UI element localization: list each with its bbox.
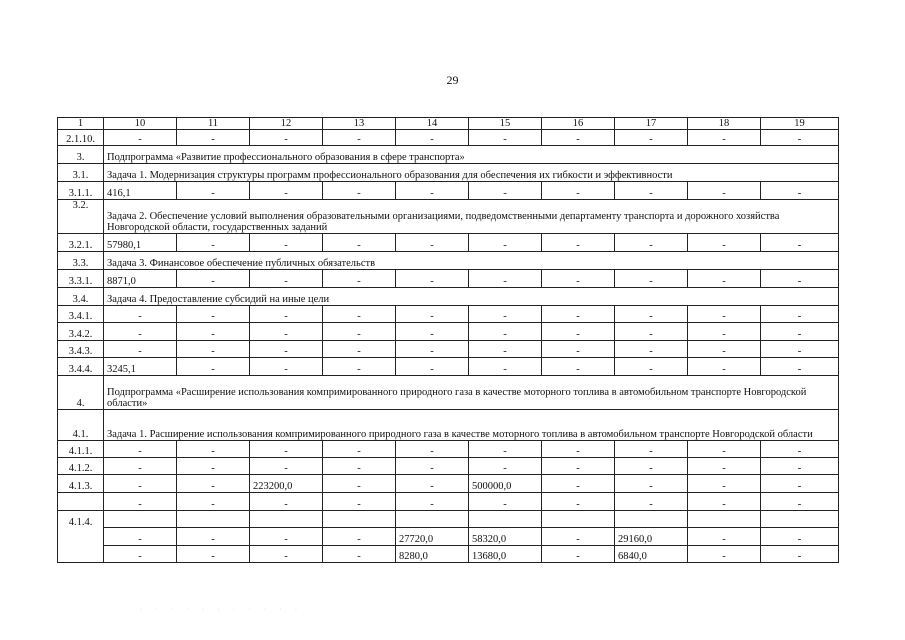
table-cell: - — [396, 441, 469, 458]
row-code — [58, 546, 104, 563]
table-cell: - — [542, 458, 615, 475]
table-cell: - — [177, 182, 250, 200]
table-cell: - — [177, 528, 250, 546]
column-header: 18 — [688, 118, 761, 130]
table-cell: - — [250, 323, 323, 341]
table-row — [58, 493, 839, 511]
table-row — [58, 130, 839, 146]
table-cell: - — [177, 130, 250, 146]
table-cell: - — [396, 475, 469, 493]
section-title: Задача 1. Модернизация структуры программ профессионального образования для обеспечения их гибкости и эффективности — [104, 164, 839, 182]
table-cell: - — [542, 441, 615, 458]
table-row — [58, 358, 839, 376]
table-cell: - — [688, 234, 761, 252]
table-cell: - — [469, 441, 542, 458]
row-code: 3.2. — [58, 200, 104, 234]
column-header: 10 — [104, 118, 177, 130]
table-cell: - — [688, 182, 761, 200]
table-cell: - — [615, 493, 688, 511]
table-cell: - — [615, 306, 688, 323]
table-cell: - — [761, 493, 839, 511]
column-header: 14 — [396, 118, 469, 130]
table-cell: - — [542, 493, 615, 511]
table-cell: - — [177, 546, 250, 563]
table-cell: - — [104, 341, 177, 358]
table-cell: - — [761, 234, 839, 252]
table-cell: - — [396, 458, 469, 475]
table-cell: - — [177, 270, 250, 288]
row-code: 3.4.4. — [58, 358, 104, 376]
table-cell: - — [396, 358, 469, 376]
section-row — [58, 288, 839, 306]
column-header: 17 — [615, 118, 688, 130]
table-cell: 6840,0 — [615, 546, 688, 563]
table-cell: - — [761, 358, 839, 376]
table-cell: - — [615, 270, 688, 288]
table-cell: 13680,0 — [469, 546, 542, 563]
table-row — [58, 323, 839, 341]
table-cell: - — [688, 306, 761, 323]
table-cell: - — [250, 528, 323, 546]
column-header: 1 — [58, 118, 104, 130]
table-cell: - — [323, 546, 396, 563]
table-cell: - — [104, 306, 177, 323]
table-cell: - — [688, 546, 761, 563]
table-cell: - — [104, 458, 177, 475]
table-cell: - — [323, 323, 396, 341]
row-code: 2.1.10. — [58, 130, 104, 146]
table-cell: - — [323, 475, 396, 493]
table-cell: - — [542, 323, 615, 341]
table-cell: - — [250, 306, 323, 323]
table-cell: - — [104, 323, 177, 341]
page-number: 29 — [446, 73, 459, 87]
table-cell: - — [396, 270, 469, 288]
table-cell: - — [250, 234, 323, 252]
table-cell: - — [688, 341, 761, 358]
column-header: 12 — [250, 118, 323, 130]
table-cell: - — [250, 493, 323, 511]
table-cell — [250, 511, 323, 528]
table-cell: - — [542, 528, 615, 546]
table-cell: - — [396, 493, 469, 511]
row-code: 4. — [58, 376, 104, 410]
row-code: 3.3. — [58, 252, 104, 270]
table-row — [58, 441, 839, 458]
table-cell — [323, 511, 396, 528]
table-cell: - — [542, 270, 615, 288]
table-cell: - — [615, 458, 688, 475]
column-header: 13 — [323, 118, 396, 130]
row-code — [58, 493, 104, 511]
row-code: 4.1. — [58, 410, 104, 441]
table-cell: - — [761, 323, 839, 341]
section-row — [58, 376, 839, 410]
section-row — [58, 146, 839, 164]
table-cell: - — [469, 493, 542, 511]
section-row — [58, 164, 839, 182]
table-cell: - — [615, 358, 688, 376]
table-cell: - — [396, 130, 469, 146]
table-cell: - — [469, 234, 542, 252]
table-cell: - — [177, 458, 250, 475]
table-cell: - — [250, 270, 323, 288]
row-code: 3.1. — [58, 164, 104, 182]
table-cell: - — [688, 441, 761, 458]
table-cell: - — [323, 130, 396, 146]
table-cell — [104, 511, 177, 528]
row-code: 3.4.3. — [58, 341, 104, 358]
table-cell: - — [177, 234, 250, 252]
table-cell: - — [177, 358, 250, 376]
section-title: Подпрограмма «Расширение использования компримированного природного газа в качестве моторного топлива в автомобильном транспорте Новгородской области» — [104, 376, 839, 410]
table-cell: 57980,1 — [104, 234, 177, 252]
table-cell: - — [323, 306, 396, 323]
table-cell: - — [323, 358, 396, 376]
table-row — [58, 182, 839, 200]
table-cell — [761, 511, 839, 528]
row-code: 3.3.1. — [58, 270, 104, 288]
table-row — [58, 546, 839, 563]
table-cell: - — [542, 306, 615, 323]
table-cell — [615, 511, 688, 528]
row-code: 4.1.1. — [58, 441, 104, 458]
budget-table — [57, 117, 839, 563]
table-row — [58, 306, 839, 323]
table-cell: - — [323, 441, 396, 458]
table-cell: - — [615, 182, 688, 200]
table-cell: - — [469, 358, 542, 376]
table-cell: 58320,0 — [469, 528, 542, 546]
table-cell: - — [104, 475, 177, 493]
table-cell: - — [542, 130, 615, 146]
table-cell: - — [177, 441, 250, 458]
table-cell: - — [177, 306, 250, 323]
table-cell: - — [615, 130, 688, 146]
section-title: Задача 1. Расширение использования компримированного природного газа в качестве моторного топлива в автомобильном транспорте Новгородской области — [104, 410, 839, 441]
column-header: 16 — [542, 118, 615, 130]
table-cell: - — [469, 306, 542, 323]
table-cell: - — [542, 182, 615, 200]
section-title: Задача 2. Обеспечение условий выполнения образовательными организациями, подведомственными департаменту транспорта и дорожного хозяйства Новгородской области, государственных заданий — [104, 200, 839, 234]
table-cell: - — [615, 234, 688, 252]
table-row — [58, 475, 839, 493]
column-header: 15 — [469, 118, 542, 130]
table-cell: - — [615, 441, 688, 458]
table-cell: - — [250, 458, 323, 475]
table-cell: - — [688, 528, 761, 546]
table-cell: - — [396, 234, 469, 252]
table-cell: - — [761, 341, 839, 358]
table-cell: - — [761, 130, 839, 146]
row-code: 3.4.1. — [58, 306, 104, 323]
table-cell: - — [323, 234, 396, 252]
table-row — [58, 270, 839, 288]
table-cell: - — [323, 458, 396, 475]
table-cell: - — [104, 493, 177, 511]
row-code: 3.4. — [58, 288, 104, 306]
row-code: 3. — [58, 146, 104, 164]
row-code: 4.1.3. — [58, 475, 104, 493]
section-row — [58, 200, 839, 234]
table-cell: - — [688, 493, 761, 511]
table-row — [58, 528, 839, 546]
row-code: 4.1.2. — [58, 458, 104, 475]
table-cell: - — [323, 341, 396, 358]
table-cell: - — [396, 341, 469, 358]
table-cell: - — [250, 358, 323, 376]
table-cell: - — [615, 341, 688, 358]
table-cell: - — [323, 270, 396, 288]
table-cell: - — [469, 182, 542, 200]
table-cell: 27720,0 — [396, 528, 469, 546]
table-cell: - — [177, 475, 250, 493]
table-row — [58, 458, 839, 475]
header-row — [58, 118, 839, 130]
table-cell: - — [104, 130, 177, 146]
table-cell: - — [469, 270, 542, 288]
table-cell: - — [177, 493, 250, 511]
table-cell — [396, 511, 469, 528]
table-cell: - — [469, 130, 542, 146]
table-cell: - — [323, 528, 396, 546]
table-cell: 29160,0 — [615, 528, 688, 546]
table-cell: - — [250, 441, 323, 458]
table-cell: - — [250, 341, 323, 358]
table-cell: - — [250, 182, 323, 200]
table-cell: - — [250, 546, 323, 563]
column-header: 19 — [761, 118, 839, 130]
table-row — [58, 341, 839, 358]
table-cell: - — [177, 323, 250, 341]
table-cell: - — [104, 441, 177, 458]
table-cell: - — [761, 306, 839, 323]
table-cell: - — [542, 358, 615, 376]
table-cell: - — [469, 458, 542, 475]
table-cell: - — [688, 323, 761, 341]
section-row — [58, 410, 839, 441]
table-cell: - — [615, 323, 688, 341]
table-cell: - — [396, 306, 469, 323]
table-cell: - — [761, 270, 839, 288]
table-cell: - — [469, 341, 542, 358]
row-code: 3.1.1. — [58, 182, 104, 200]
row-code: 3.4.2. — [58, 323, 104, 341]
table-cell: - — [761, 441, 839, 458]
table-cell: - — [542, 546, 615, 563]
table-cell: - — [323, 182, 396, 200]
table-cell: 3245,1 — [104, 358, 177, 376]
table-cell: - — [761, 546, 839, 563]
table-cell: - — [542, 475, 615, 493]
table-cell: - — [250, 130, 323, 146]
section-row — [58, 252, 839, 270]
table-cell: - — [688, 270, 761, 288]
table-cell: - — [323, 493, 396, 511]
table-cell: - — [688, 130, 761, 146]
scan-artifacts: · · · · · · · · · · · — [140, 607, 303, 613]
table-cell: 416,1 — [104, 182, 177, 200]
row-code: 4.1.4. — [58, 511, 104, 528]
table-cell: - — [396, 323, 469, 341]
table-cell: - — [542, 234, 615, 252]
table-cell: - — [688, 475, 761, 493]
section-title: Задача 3. Финансовое обеспечение публичных обязательств — [104, 252, 839, 270]
table-cell: - — [104, 528, 177, 546]
table-cell: 8871,0 — [104, 270, 177, 288]
table-cell: - — [761, 528, 839, 546]
table-cell — [542, 511, 615, 528]
table-cell: - — [761, 458, 839, 475]
table-cell: - — [761, 182, 839, 200]
row-code: 3.2.1. — [58, 234, 104, 252]
column-header: 11 — [177, 118, 250, 130]
table-cell: - — [615, 475, 688, 493]
table-cell: - — [688, 358, 761, 376]
table-cell: - — [396, 182, 469, 200]
table-cell: 8280,0 — [396, 546, 469, 563]
table-cell: - — [542, 341, 615, 358]
table-cell: 223200,0 — [250, 475, 323, 493]
table-row — [58, 511, 839, 528]
table-cell — [177, 511, 250, 528]
table-cell: - — [688, 458, 761, 475]
table-cell: - — [104, 546, 177, 563]
section-title: Задача 4. Предоставление субсидий на иные цели — [104, 288, 839, 306]
table-cell — [688, 511, 761, 528]
section-title: Подпрограмма «Развитие профессионального образования в сфере транспорта» — [104, 146, 839, 164]
table-row — [58, 234, 839, 252]
row-code — [58, 528, 104, 546]
table-cell: 500000,0 — [469, 475, 542, 493]
table-cell: - — [469, 323, 542, 341]
table-cell — [469, 511, 542, 528]
table-cell: - — [177, 341, 250, 358]
table-cell: - — [761, 475, 839, 493]
